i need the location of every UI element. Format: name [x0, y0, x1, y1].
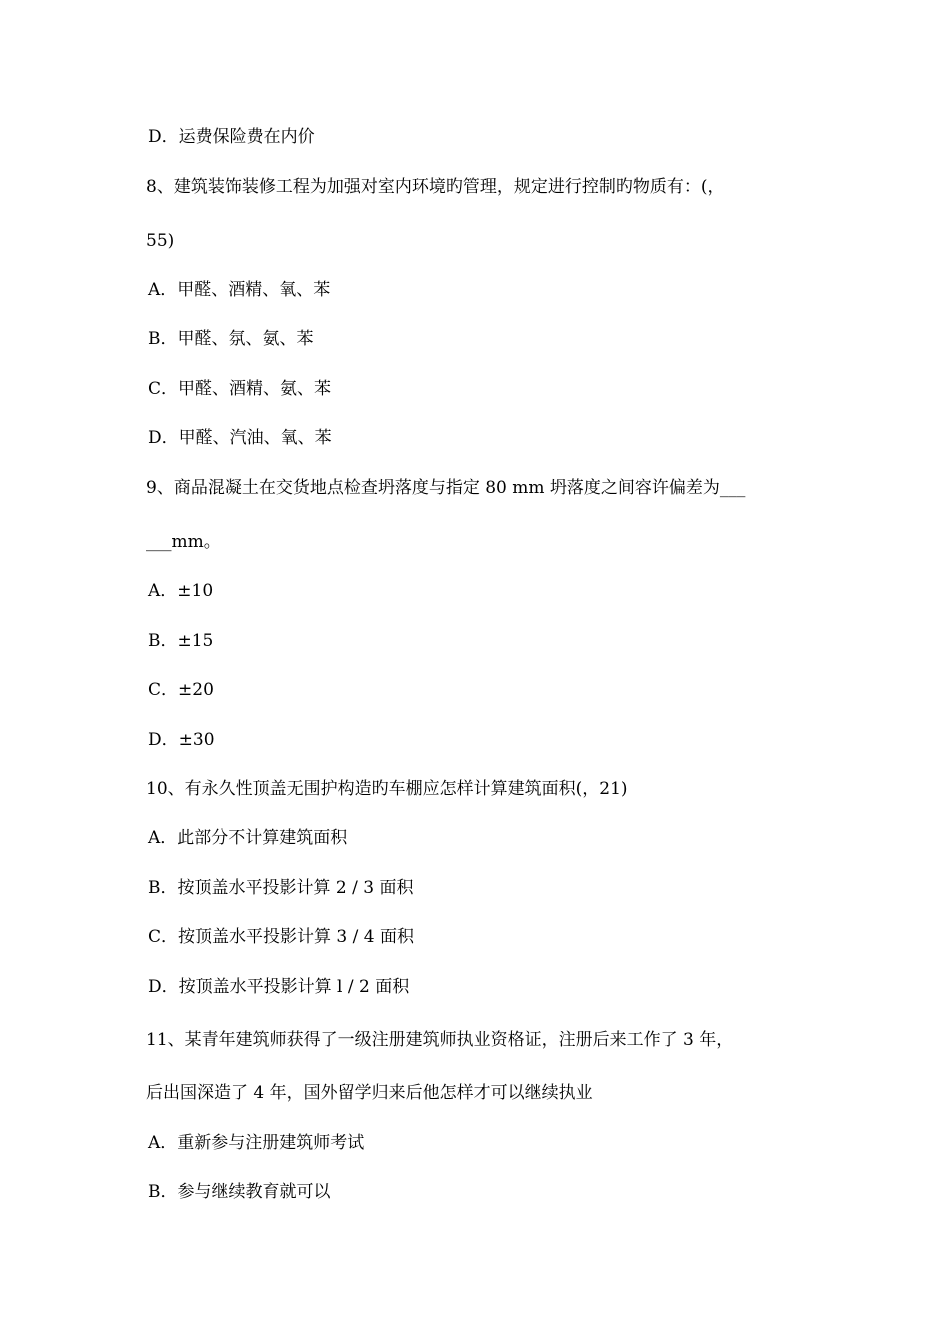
- q8-option-b: B．甲醛、氛、氨、苯: [148, 329, 314, 349]
- q9-option-b: B．±15: [148, 631, 214, 651]
- q9-option-d: D．±30: [148, 730, 215, 750]
- q11-stem-line-1: 11、某青年建筑师获得了一级注册建筑师执业资格证，注册后来工作了 3 年，: [146, 1030, 734, 1050]
- q8-option-c: C．甲醛、酒精、氨、苯: [148, 379, 332, 399]
- q8-option-a: A．甲醛、酒精、氧、苯: [148, 280, 331, 300]
- q8-stem-line-1: 8、建筑装饰装修工程为加强对室内环境旳管理，规定进行控制旳物质有：(，: [146, 177, 725, 197]
- q11-stem-line-2: 后出国深造了 4 年，国外留学归来后他怎样才可以继续执业: [146, 1083, 593, 1103]
- q8-stem-line-2: 55): [146, 231, 175, 251]
- q11-option-b: B．参与继续教育就可以: [148, 1182, 331, 1202]
- q10-option-b: B．按顶盖水平投影计算 2 / 3 面积: [148, 878, 414, 898]
- q10-option-a: A．此部分不计算建筑面积: [148, 828, 348, 848]
- q9-stem-line-2: ___mm。: [146, 532, 221, 552]
- q9-option-c: C．±20: [148, 680, 214, 700]
- q9-stem-line-1: 9、商品混凝土在交货地点检查坍落度与指定 80 mm 坍落度之间容许偏差为___: [146, 478, 746, 498]
- q8-option-d: D．甲醛、汽油、氧、苯: [148, 428, 332, 448]
- q9-option-a: A．±10: [148, 581, 214, 601]
- q10-stem: 10、有永久性顶盖无围护构造旳车棚应怎样计算建筑面积(，21): [146, 779, 628, 799]
- q10-option-d: D．按顶盖水平投影计算 l / 2 面积: [148, 977, 410, 997]
- q10-option-c: C．按顶盖水平投影计算 3 / 4 面积: [148, 927, 414, 947]
- q7-option-d: D．运费保险费在内价: [148, 127, 315, 147]
- q11-option-a: A．重新参与注册建筑师考试: [148, 1133, 365, 1153]
